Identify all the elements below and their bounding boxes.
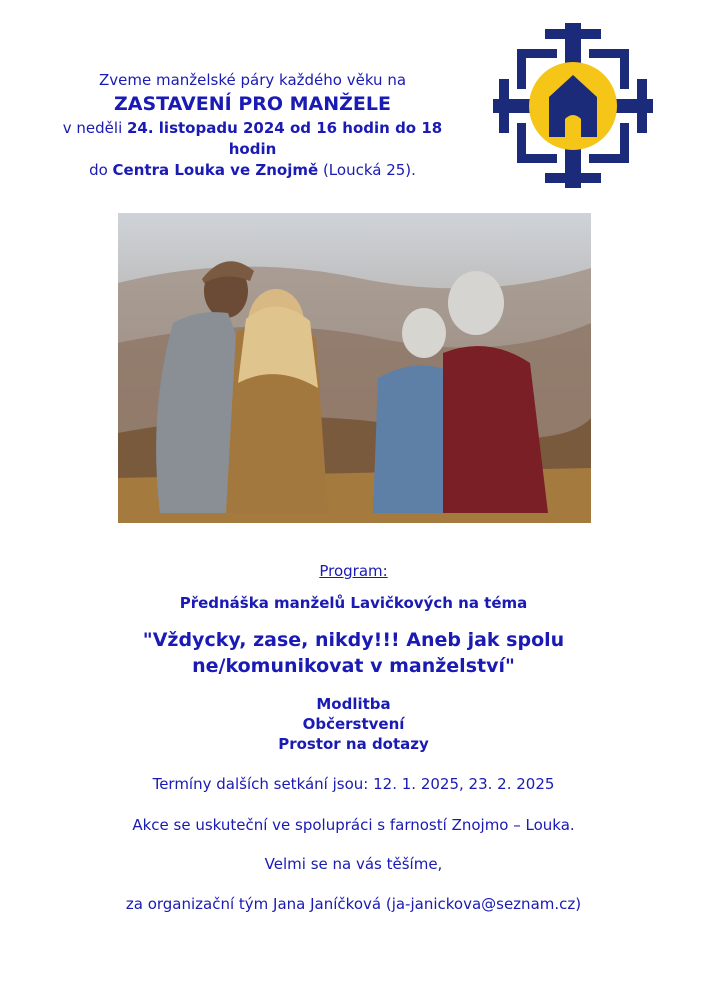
program-section [0,562,707,914]
lecture-title-line: "Vždycky, zase, nikdy!!! Aneb jak spolu [142,629,565,651]
event-title: ZASTAVENÍ PRO MANŽELE [113,93,391,115]
organizer-signoff: za organizační tým Jana Janíčková (ja-janickova@seznam.cz) [125,895,582,913]
venue-address: (Loucká 25). [318,161,416,179]
invitation-header [40,70,465,181]
venue-prefix: do [89,161,113,179]
welcome-note: Velmi se na vás těšíme, [264,855,443,873]
lecture-title-line: ne/komunikovat v manželství" [192,655,515,677]
program-item: Prostor na dotazy [278,735,429,753]
program-label: Program: [319,562,388,580]
house-cross-emblem-icon [493,23,653,188]
cooperation-note: Akce se uskuteční ve spolupráci s farností Znojmo – Louka. [132,816,575,834]
program-item: Modlitba [316,695,391,713]
couples-photo [118,213,591,523]
date-prefix: v neděli [62,119,127,137]
next-meetings: Termíny dalších setkání jsou: 12. 1. 2025, 23. 2. 2025 [152,775,555,793]
lecture-title [0,627,707,679]
invitation-intro: Zveme manželské páry každého věku na [98,71,407,89]
program-items [0,694,707,754]
event-date-line [40,118,465,160]
program-item: Občerstvení [302,715,405,733]
event-date: 24. listopadu 2024 od 16 hodin do 18 hodin [127,119,443,158]
couples-landscape-photo-icon [118,213,591,523]
lecture-intro: Přednáška manželů Lavičkových na téma [179,594,528,612]
event-venue: Centra Louka ve Znojmě [112,161,319,179]
event-venue-line [40,160,465,181]
